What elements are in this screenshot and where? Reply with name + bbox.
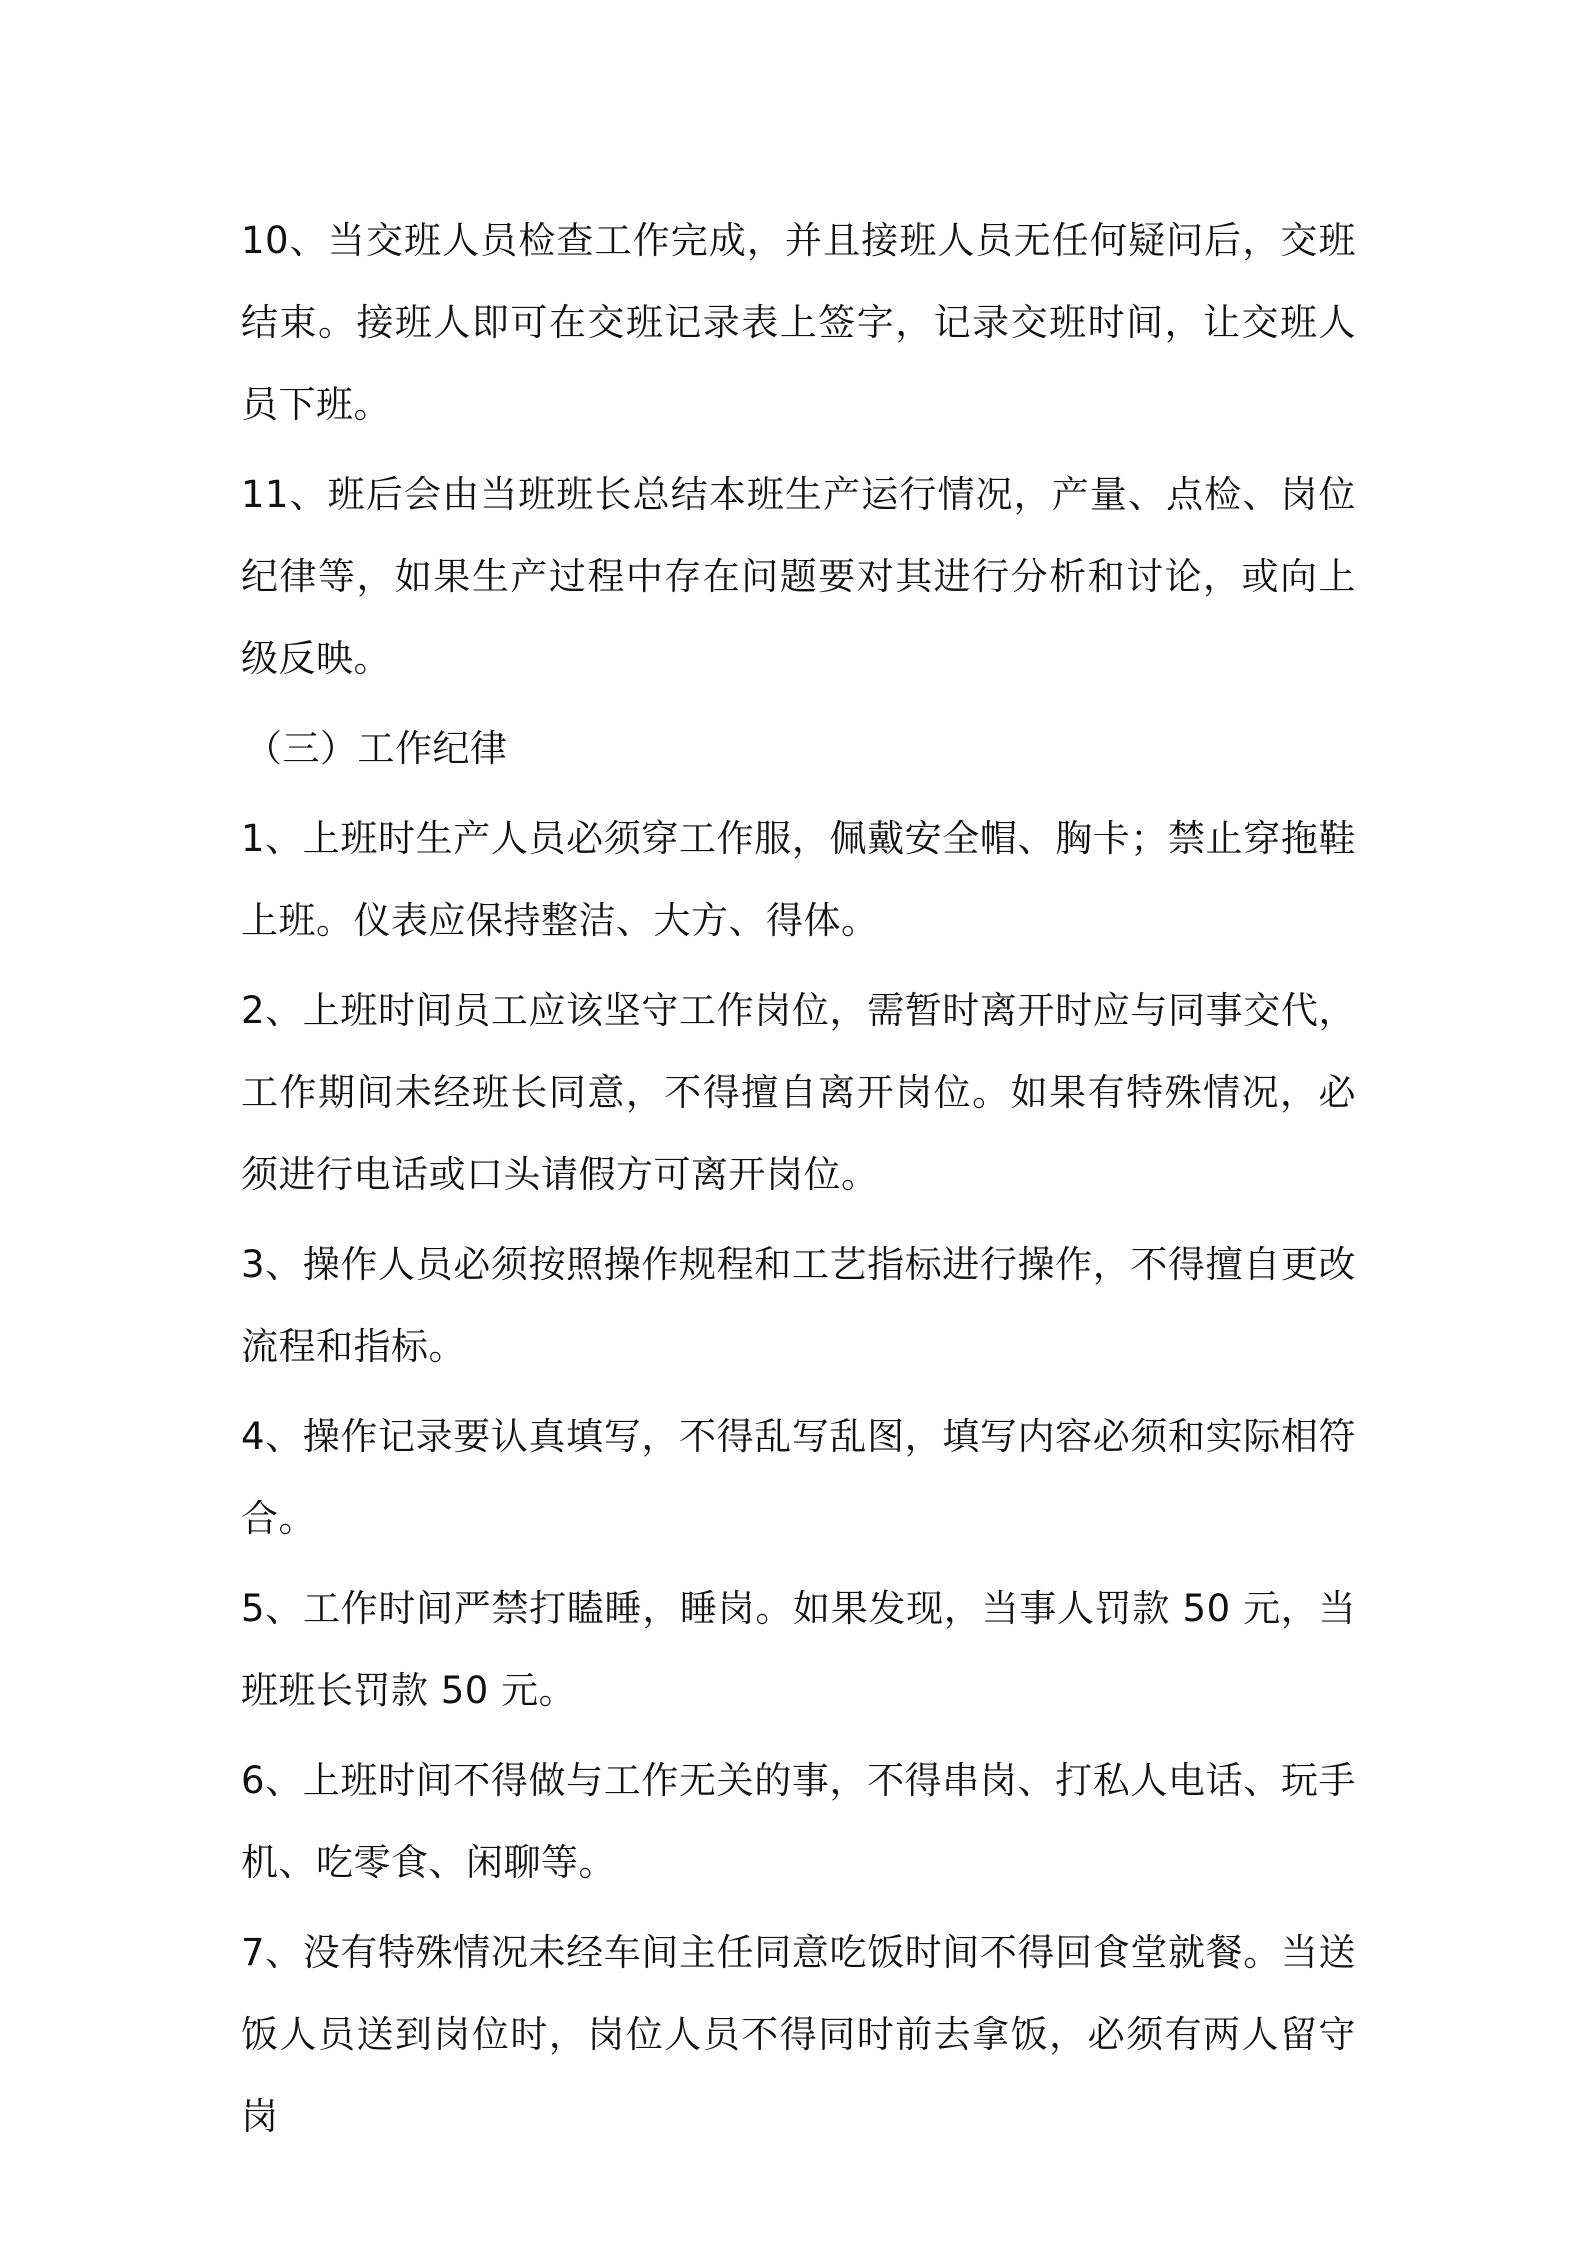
paragraph-item-10: 10、当交班人员检查工作完成，并且接班人员无任何疑问后，交班结束。接班人即可在交班记录表上签字，记录交班时间，让交班人员下班。 (241, 219, 1356, 426)
rule-item-5: 5、工作时间严禁打瞌睡，睡岗。如果发现，当事人罚款 50 元，当班班长罚款 50 元。 (241, 1587, 1356, 1712)
rule-item-3: 3、操作人员必须按照操作规程和工艺指标进行操作，不得擅自更改流程和指标。 (241, 1243, 1356, 1368)
rule-item-7: 7、没有特殊情况未经车间主任同意吃饭时间不得回食堂就餐。当送饭人员送到岗位时，岗位人员不得同时前去拿饭，必须有两人留守岗 (241, 1931, 1356, 2138)
paragraph-item-11: 11、班后会由当班班长总结本班生产运行情况，产量、点检、岗位纪律等，如果生产过程中存在问题要对其进行分析和讨论，或向上级反映。 (241, 473, 1356, 680)
section-heading: （三）工作纪律 (245, 727, 508, 770)
rule-item-6: 6、上班时间不得做与工作无关的事，不得串岗、打私人电话、玩手机、吃零食、闲聊等。 (241, 1759, 1356, 1884)
rule-item-1: 1、上班时生产人员必须穿工作服，佩戴安全帽、胸卡；禁止穿拖鞋上班。仪表应保持整洁、大方、得体。 (241, 817, 1356, 942)
rule-item-2: 2、上班时间员工应该坚守工作岗位，需暂时离开时应与同事交代，工作期间未经班长同意，不得擅自离开岗位。如果有特殊情况，必须进行电话或口头请假方可离开岗位。 (241, 989, 1356, 1196)
rule-item-4: 4、操作记录要认真填写，不得乱写乱图，填写内容必须和实际相符合。 (241, 1415, 1356, 1540)
document-body (241, 200, 1356, 2166)
